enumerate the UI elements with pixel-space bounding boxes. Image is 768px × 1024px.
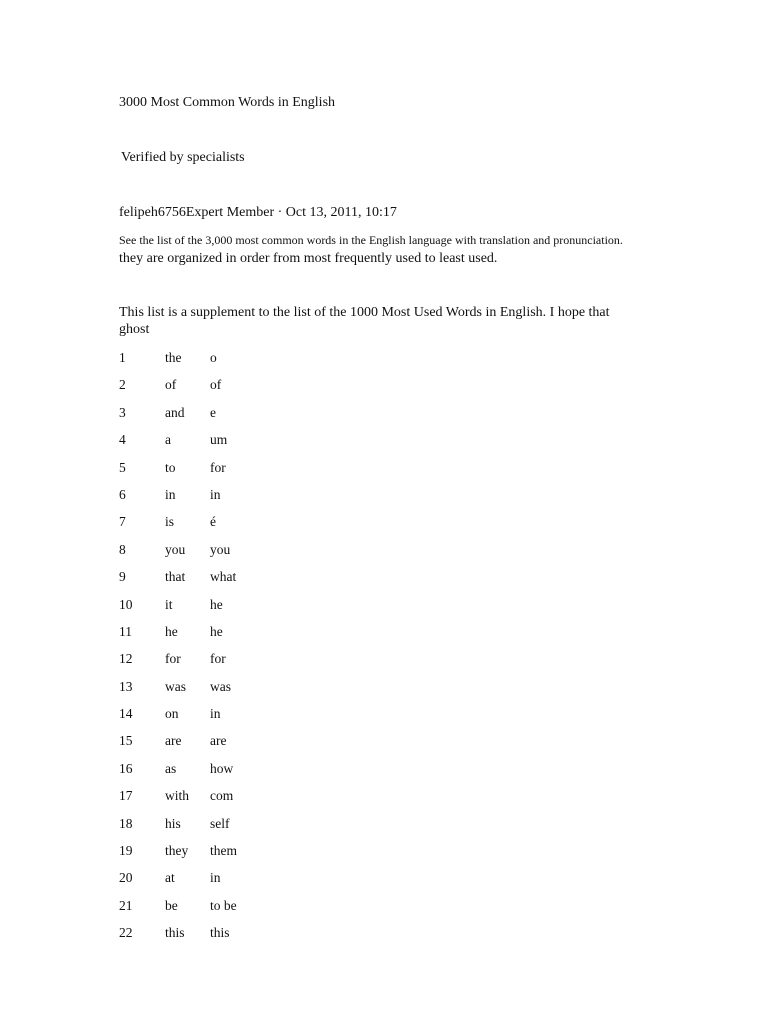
verified-label: Verified by specialists xyxy=(121,150,245,165)
word-row xyxy=(119,815,419,842)
translation-cell: in xyxy=(210,870,221,886)
word-row xyxy=(119,376,419,403)
translation-cell: he xyxy=(210,596,223,612)
document-title: 3000 Most Common Words in English xyxy=(119,95,336,110)
rank-cell: 14 xyxy=(119,706,133,722)
word-row xyxy=(119,760,419,787)
word-list-table xyxy=(119,349,419,952)
translation-cell: what xyxy=(210,569,237,585)
word-cell: was xyxy=(165,678,186,694)
rank-cell: 11 xyxy=(119,623,132,639)
word-row xyxy=(119,486,419,513)
word-cell: he xyxy=(165,623,178,639)
word-row xyxy=(119,349,419,376)
word-cell: for xyxy=(165,651,181,667)
word-cell: on xyxy=(165,706,179,722)
byline-separator: · xyxy=(277,205,283,220)
translation-cell: how xyxy=(210,760,234,776)
translation-cell: for xyxy=(210,651,226,667)
translation-cell: them xyxy=(210,843,237,859)
word-cell: with xyxy=(165,788,190,804)
word-cell: of xyxy=(165,377,177,393)
translation-cell: of xyxy=(210,377,222,393)
word-cell: as xyxy=(165,760,177,776)
word-cell: that xyxy=(165,569,186,585)
word-row xyxy=(119,459,419,486)
rank-cell: 20 xyxy=(119,870,133,886)
word-cell: this xyxy=(165,925,185,941)
verified-badge xyxy=(121,149,245,167)
word-row xyxy=(119,431,419,458)
word-cell: they xyxy=(165,843,189,859)
word-cell: at xyxy=(165,870,175,886)
translation-cell: com xyxy=(210,788,234,804)
word-row xyxy=(119,650,419,677)
rank-cell: 2 xyxy=(119,377,126,393)
word-cell: be xyxy=(165,897,178,913)
translation-cell: in xyxy=(210,486,221,502)
word-row xyxy=(119,541,419,568)
rank-cell: 8 xyxy=(119,541,126,557)
rank-cell: 21 xyxy=(119,897,133,913)
description-line-2: they are organized in order from most frequently used to least used. xyxy=(119,251,498,266)
translation-cell: you xyxy=(210,541,231,557)
word-row xyxy=(119,513,419,540)
translation-cell: e xyxy=(210,404,216,420)
word-cell: are xyxy=(165,733,182,749)
word-row xyxy=(119,705,419,732)
author-byline xyxy=(119,204,397,222)
translation-cell: this xyxy=(210,925,230,941)
translation-cell: he xyxy=(210,623,223,639)
translation-cell: are xyxy=(210,733,227,749)
word-cell: and xyxy=(165,404,185,420)
rank-cell: 5 xyxy=(119,459,126,475)
rank-cell: 10 xyxy=(119,596,133,612)
translation-cell: for xyxy=(210,459,226,475)
word-cell: to xyxy=(165,459,176,475)
rank-cell: 1 xyxy=(119,350,126,365)
word-cell: a xyxy=(165,432,171,448)
rank-cell: 9 xyxy=(119,569,126,585)
rank-cell: 4 xyxy=(119,432,126,448)
word-row xyxy=(119,678,419,705)
word-cell: it xyxy=(165,596,173,612)
rank-cell: 19 xyxy=(119,843,133,859)
intro-paragraph: This list is a supplement to the list of the 1000 Most Used Words in English. I hope that ghost xyxy=(119,305,610,337)
word-row xyxy=(119,404,419,431)
author-name[interactable]: felipeh6756 xyxy=(119,205,186,220)
rank-cell: 15 xyxy=(119,733,133,749)
translation-cell: o xyxy=(210,350,217,365)
translation-cell: é xyxy=(210,514,216,530)
rank-cell: 18 xyxy=(119,815,133,831)
rank-cell: 3 xyxy=(119,404,126,420)
author-role: Expert Member xyxy=(185,205,275,220)
word-cell: is xyxy=(165,514,175,530)
translation-cell: was xyxy=(210,678,231,694)
rank-cell: 17 xyxy=(119,788,133,804)
word-cell: the xyxy=(165,350,182,365)
rank-cell: 13 xyxy=(119,678,133,694)
rank-cell: 12 xyxy=(119,651,133,667)
rank-cell: 7 xyxy=(119,514,126,530)
translation-cell: to be xyxy=(210,897,237,913)
translation-cell: um xyxy=(210,432,228,448)
rank-cell: 6 xyxy=(119,486,126,502)
word-row xyxy=(119,568,419,595)
description-line-1: See the list of the 3,000 most common words in the English language with translation and pronunciation. xyxy=(119,233,623,247)
rank-cell: 16 xyxy=(119,760,133,776)
rank-cell: 22 xyxy=(119,925,133,941)
word-cell: you xyxy=(165,541,186,557)
word-row xyxy=(119,842,419,869)
word-row xyxy=(119,869,419,896)
word-row xyxy=(119,924,419,951)
word-row xyxy=(119,596,419,623)
translation-cell: self xyxy=(210,815,230,831)
post-date: Oct 13, 2011, 10:17 xyxy=(285,205,397,220)
word-row xyxy=(119,787,419,814)
translation-cell: in xyxy=(210,706,221,722)
word-row xyxy=(119,897,419,924)
word-row xyxy=(119,623,419,650)
word-cell: in xyxy=(165,486,176,502)
word-cell: his xyxy=(165,815,181,831)
word-row xyxy=(119,732,419,759)
